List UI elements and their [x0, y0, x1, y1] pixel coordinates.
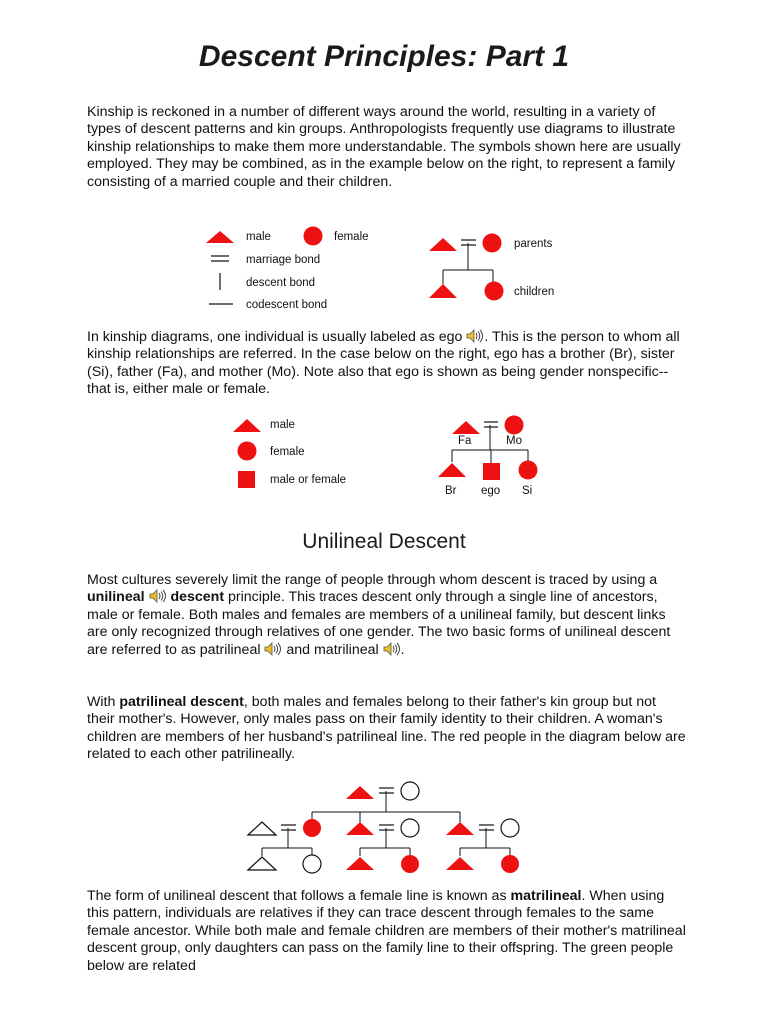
legend-codescent-label: codescent bond	[246, 299, 328, 311]
speaker-icon[interactable]	[264, 642, 282, 656]
female-symbol	[501, 819, 519, 837]
male-symbol	[248, 822, 276, 835]
male-symbol	[346, 822, 374, 835]
male-symbol	[446, 857, 474, 870]
br-label: Br	[445, 485, 457, 497]
parents-label: parents	[514, 238, 553, 250]
brother-symbol	[438, 463, 466, 477]
female-symbol	[501, 855, 519, 873]
patrilineal-paragraph: With patrilineal descent, both males and females belong to their father's kin group but not their mother's. However, only males pass on their family identity to their children. A woman's children are members of her husband's patrilineal line. The red people in the diagram below are related to each other patrilineally.	[87, 694, 686, 763]
si-label: Si	[522, 485, 533, 497]
male-symbol	[346, 786, 374, 799]
female-symbol	[401, 855, 419, 873]
speaker-icon[interactable]	[149, 589, 167, 603]
male-symbol	[206, 231, 234, 243]
matrilineal-paragraph: The form of unilineal descent that follows a female line is known as matrilineal. When using this pattern, individuals are relatives if they can trace descent through females to the same female ancestor. While both male and female children are members of their mother's matrilineal descent group, only daughters can pass on the family line to their offspring. The green people below are related	[87, 888, 686, 974]
female-symbol	[401, 782, 419, 800]
unilineal-paragraph: Most cultures severely limit the range of people through whom descent is traced by using a unilineal descent principle. This traces descent only through a single line of ancestors, male or female. Both males and females are members of a unilineal family, but descent links are only recognized through relatives of one gender. The two basic forms of unilineal descent are referred to as patrilineal and matrilineal .	[87, 572, 671, 658]
male-symbol	[233, 419, 261, 432]
children-label: children	[514, 286, 555, 298]
father-symbol	[429, 238, 457, 251]
legend-male-label: male	[246, 231, 271, 243]
mother-symbol	[483, 234, 502, 253]
daughter-symbol	[485, 282, 504, 301]
fa-label: Fa	[458, 435, 472, 447]
male-symbol	[446, 822, 474, 835]
legend2-either-label: male or female	[270, 474, 347, 486]
female-symbol	[304, 227, 323, 246]
symbols-legend-diagram	[0, 220, 768, 320]
legend2-female-label: female	[270, 446, 305, 458]
page-title: Descent Principles: Part 1	[198, 40, 570, 73]
female-symbol	[303, 855, 321, 873]
father-symbol	[452, 421, 480, 434]
ego-symbol	[483, 463, 500, 480]
legend2-male-label: male	[270, 419, 295, 431]
speaker-icon[interactable]	[466, 329, 484, 343]
ego-symbol	[238, 471, 255, 488]
ego-label: ego	[481, 485, 501, 497]
female-symbol	[238, 442, 257, 461]
female-symbol	[401, 819, 419, 837]
legend-female-label: female	[334, 231, 369, 243]
sister-symbol	[519, 461, 538, 480]
speaker-icon[interactable]	[383, 642, 401, 656]
legend-marriage-label: marriage bond	[246, 254, 321, 266]
mother-symbol	[505, 416, 524, 435]
mo-label: Mo	[506, 435, 522, 447]
female-symbol	[303, 819, 321, 837]
patrilineal-diagram	[0, 776, 768, 876]
ego-paragraph: In kinship diagrams, one individual is usually labeled as ego . This is the person to whom all kinship relationships are referred. In the case below on the right, ego has a brother (Br), sister (Si), father (Fa), and mother (Mo). Note also that ego is shown as being gender nonspecific--that is, either male or female.	[87, 329, 680, 398]
unilineal-heading: Unilineal Descent	[302, 530, 466, 553]
intro-paragraph: Kinship is reckoned in a number of different ways around the world, resulting in a variety of types of descent patterns and kin groups. Anthropologists frequently use diagrams to illustrate kinship relationships to make them more understandable. The symbols shown here are usually employed. They may be combined, as in the example below on the right, to represent a family consisting of a married couple and their children.	[87, 104, 681, 190]
male-symbol	[346, 857, 374, 870]
son-symbol	[429, 284, 457, 298]
legend-descent-label: descent bond	[246, 277, 316, 289]
male-symbol	[248, 857, 276, 870]
ego-legend-diagram	[0, 410, 768, 500]
